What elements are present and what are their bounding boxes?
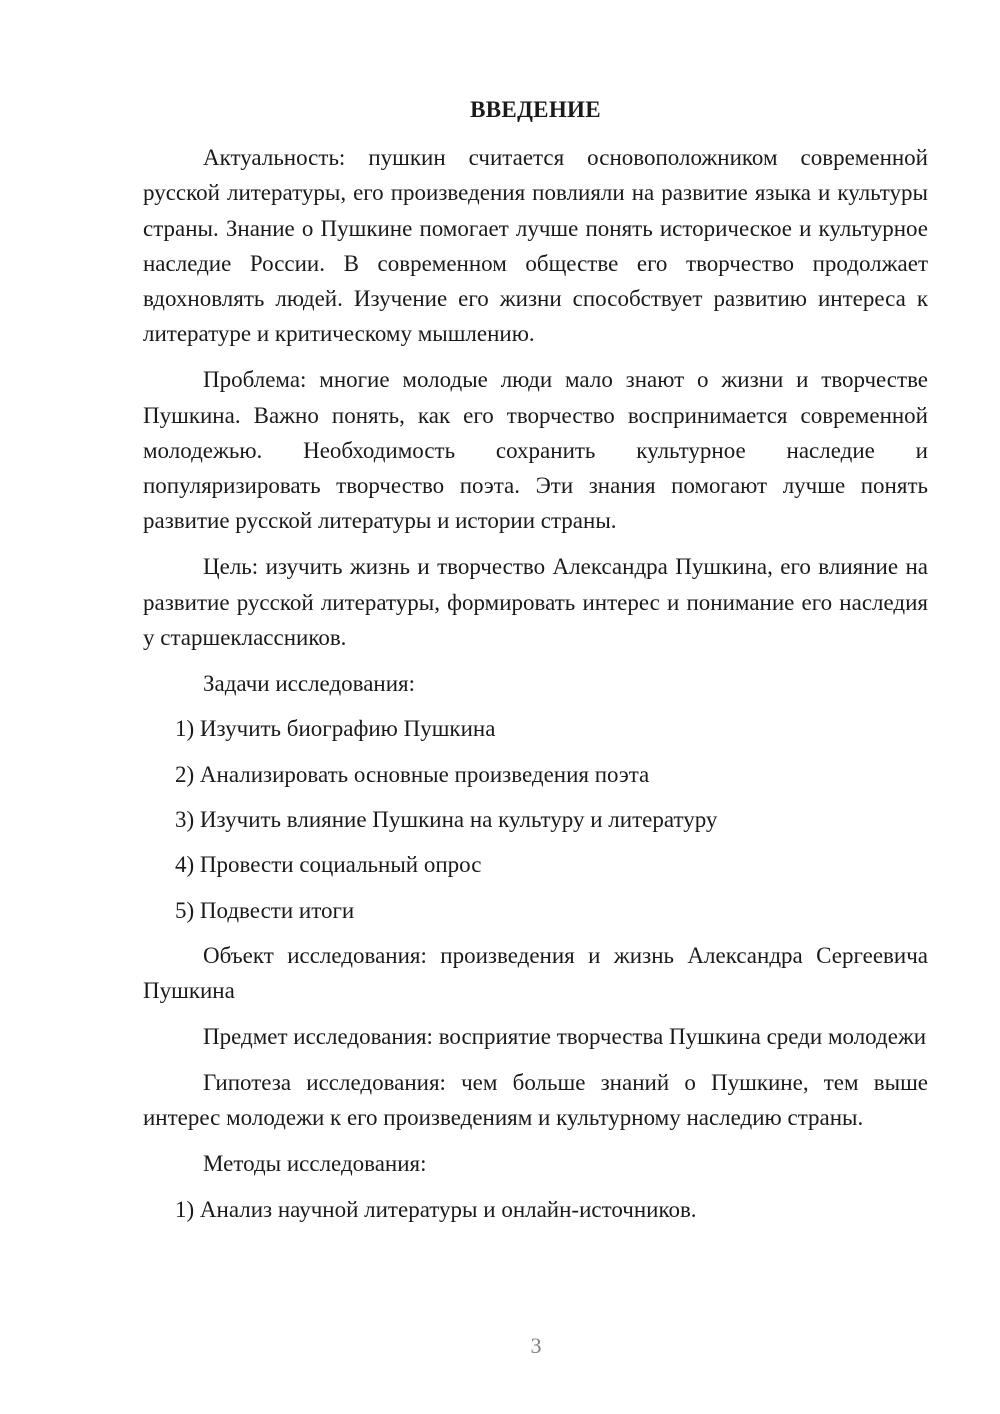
paragraph-problem: Проблема: многие молодые люди мало знают о жизни и творчестве Пушкина. Важно понять, как его творчество воспринимается современной молодежью. Необходимость сохранить культурное наследие и популяризировать творчество поэта. Эти знания помогают лучше понять развитие русской литературы и истории страны. (143, 367, 928, 534)
paragraph-subject: Предмет исследования: восприятие творчества Пушкина среди молодежи (203, 1024, 927, 1050)
paragraph-hypothesis: Гипотеза исследования: чем больше знаний о Пушкине, тем выше интерес молодежи к его произведениям и культурному наследию страны. (143, 1069, 928, 1131)
list-item: 4) Провести социальный опрос (175, 852, 482, 878)
document-page (143, 92, 928, 1237)
tasks-list (143, 711, 928, 927)
page-number: 3 (530, 1333, 542, 1358)
list-item: 3) Изучить влияние Пушкина на культуру и литературу (175, 807, 718, 833)
list-item: 1) Анализ научной литературы и онлайн-источников. (175, 1196, 697, 1222)
list-item: 2) Анализировать основные произведения поэта (175, 761, 650, 787)
tasks-heading: Задачи исследования: (203, 670, 416, 696)
paragraph-goal: Цель: изучить жизнь и творчество Александра Пушкина, его влияние на развитие русской литературы, формировать интерес и понимание его наследия у старшеклассников. (143, 554, 928, 650)
list-item: 5) Подвести итоги (175, 897, 355, 923)
methods-heading: Методы исследования: (203, 1150, 427, 1176)
paragraph-relevance: Актуальность: пушкин считается основоположником современной русской литературы, его произведения повлияли на развитие языка и культуры страны. Знание о Пушкине помогает лучше понять историческое и культурное наследие России. В современном обществе его творчество продолжает вдохновлять людей. Изучение его жизни способствует развитию интереса к литературе и критическому мышлению. (143, 145, 928, 347)
section-title: ВВЕДЕНИЕ (470, 97, 601, 122)
list-item: 1) Изучить биографию Пушкина (175, 716, 496, 742)
paragraph-object: Объект исследования: произведения и жизнь Александра Сергеевича Пушкина (143, 942, 928, 1004)
methods-list (143, 1192, 928, 1227)
